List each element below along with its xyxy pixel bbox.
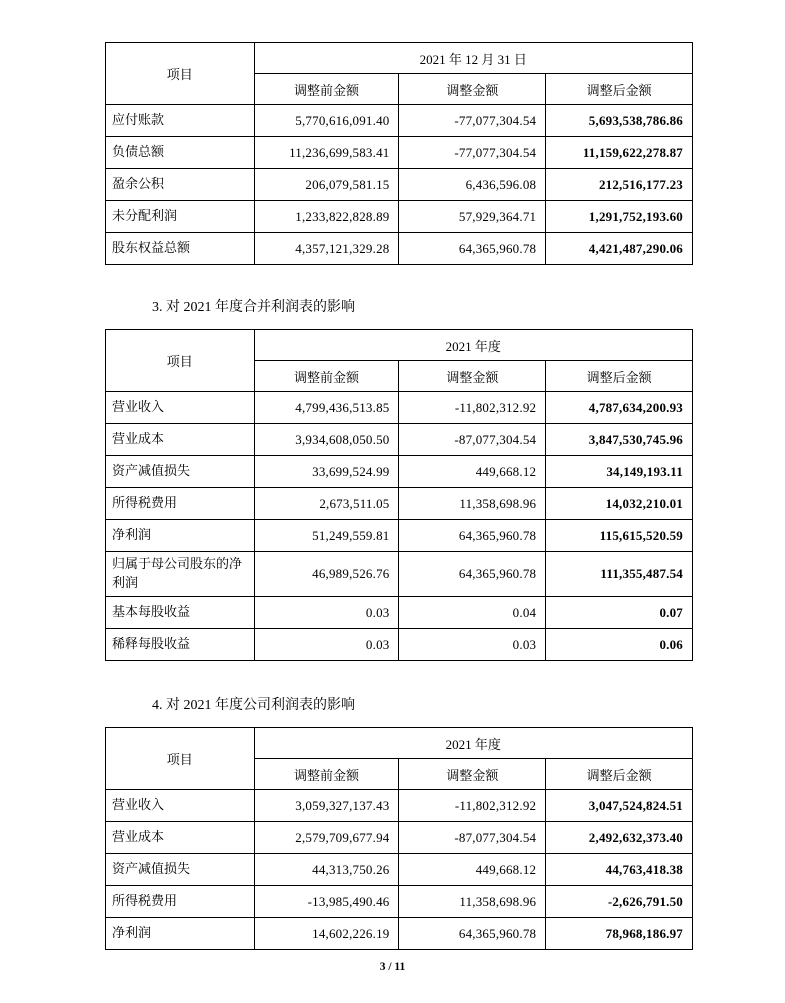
company-income-impact-table [105,727,693,950]
value-adjustment: 64,365,960.78 [399,918,546,950]
col-header-before: 调整前金额 [254,361,399,392]
table-row [106,105,693,137]
table-row [106,456,693,488]
value-after: 2,492,632,373.40 [546,822,693,854]
value-after: 78,968,186.97 [546,918,693,950]
value-adjustment: 64,365,960.78 [399,233,546,265]
table-row [106,488,693,520]
col-header-adjustment: 调整金额 [399,759,546,790]
value-after: 44,763,418.38 [546,854,693,886]
col-header-after: 调整后金额 [546,361,693,392]
table-row [106,854,693,886]
value-before: -13,985,490.46 [254,886,399,918]
row-label: 营业成本 [106,424,255,456]
table-row [106,233,693,265]
value-adjustment: 64,365,960.78 [399,552,546,597]
item-column-header: 项目 [106,728,255,790]
value-adjustment: -77,077,304.54 [399,137,546,169]
balance-sheet-impact-table [105,42,693,265]
table-row [106,886,693,918]
value-after: 4,787,634,200.93 [546,392,693,424]
table-row [106,918,693,950]
value-after: 34,149,193.11 [546,456,693,488]
row-label: 资产减值损失 [106,854,255,886]
value-adjustment: 57,929,364.71 [399,201,546,233]
period-header: 2021 年度 [254,728,693,759]
period-header: 2021 年 12 月 31 日 [254,43,693,74]
row-label: 所得税费用 [106,886,255,918]
value-adjustment: -11,802,312.92 [399,392,546,424]
value-after: 3,047,524,824.51 [546,790,693,822]
table-row [106,822,693,854]
value-before: 51,249,559.81 [254,520,399,552]
row-label: 负债总额 [106,137,255,169]
section-heading-company-income: 4. 对 2021 年度公司利润表的影响 [152,698,355,713]
row-label: 营业收入 [106,790,255,822]
row-label: 盈余公积 [106,169,255,201]
table-header-row [106,330,693,361]
value-before: 3,059,327,137.43 [254,790,399,822]
value-after: 1,291,752,193.60 [546,201,693,233]
value-before: 4,799,436,513.85 [254,392,399,424]
row-label: 稀释每股收益 [106,629,255,661]
table-row [106,424,693,456]
row-label: 所得税费用 [106,488,255,520]
value-before: 4,357,121,329.28 [254,233,399,265]
col-header-adjustment: 调整金额 [399,361,546,392]
value-before: 44,313,750.26 [254,854,399,886]
value-adjustment: 0.03 [399,629,546,661]
section-heading-consolidated-income: 3. 对 2021 年度合并利润表的影响 [152,300,355,315]
table-row [106,201,693,233]
value-adjustment: -87,077,304.54 [399,424,546,456]
row-label: 基本每股收益 [106,597,255,629]
row-label: 营业成本 [106,822,255,854]
col-header-before: 调整前金额 [254,74,399,105]
item-column-header: 项目 [106,43,255,105]
value-after: 115,615,520.59 [546,520,693,552]
value-adjustment: 449,668.12 [399,854,546,886]
row-label: 未分配利润 [106,201,255,233]
row-label: 营业收入 [106,392,255,424]
value-after: 0.06 [546,629,693,661]
value-after: 0.07 [546,597,693,629]
row-label: 净利润 [106,520,255,552]
col-header-before: 调整前金额 [254,759,399,790]
value-adjustment: -77,077,304.54 [399,105,546,137]
row-label: 股东权益总额 [106,233,255,265]
value-adjustment: 449,668.12 [399,456,546,488]
value-before: 2,579,709,677.94 [254,822,399,854]
table-row [106,597,693,629]
value-before: 11,236,699,583.41 [254,137,399,169]
value-before: 33,699,524.99 [254,456,399,488]
value-after: 14,032,210.01 [546,488,693,520]
table-row [106,392,693,424]
table-header-row [106,43,693,74]
table-header-row [106,728,693,759]
consolidated-income-impact-table [105,329,693,661]
table-row [106,790,693,822]
row-label: 净利润 [106,918,255,950]
value-before: 0.03 [254,597,399,629]
value-before: 1,233,822,828.89 [254,201,399,233]
value-after: 11,159,622,278.87 [546,137,693,169]
value-after: 4,421,487,290.06 [546,233,693,265]
value-adjustment: -11,802,312.92 [399,790,546,822]
value-before: 0.03 [254,629,399,661]
value-adjustment: 0.04 [399,597,546,629]
value-after: 5,693,538,786.86 [546,105,693,137]
item-column-header: 项目 [106,330,255,392]
value-after: 212,516,177.23 [546,169,693,201]
table-row [106,169,693,201]
value-after: 3,847,530,745.96 [546,424,693,456]
table-row [106,552,693,597]
period-header: 2021 年度 [254,330,693,361]
row-label: 应付账款 [106,105,255,137]
value-before: 46,989,526.76 [254,552,399,597]
value-after: -2,626,791.50 [546,886,693,918]
value-before: 2,673,511.05 [254,488,399,520]
value-adjustment: 64,365,960.78 [399,520,546,552]
col-header-after: 调整后金额 [546,74,693,105]
value-adjustment: 11,358,698.96 [399,886,546,918]
table-row [106,629,693,661]
col-header-after: 调整后金额 [546,759,693,790]
value-before: 3,934,608,050.50 [254,424,399,456]
value-before: 206,079,581.15 [254,169,399,201]
value-adjustment: -87,077,304.54 [399,822,546,854]
value-adjustment: 6,436,596.08 [399,169,546,201]
row-label: 资产减值损失 [106,456,255,488]
value-before: 14,602,226.19 [254,918,399,950]
page-content [105,42,693,950]
table-row [106,137,693,169]
value-before: 5,770,616,091.40 [254,105,399,137]
row-label: 归属于母公司股东的净利润 [106,552,255,597]
value-after: 111,355,487.54 [546,552,693,597]
table-row [106,520,693,552]
col-header-adjustment: 调整金额 [399,74,546,105]
page-number: 3 / 11 [379,961,406,973]
value-adjustment: 11,358,698.96 [399,488,546,520]
